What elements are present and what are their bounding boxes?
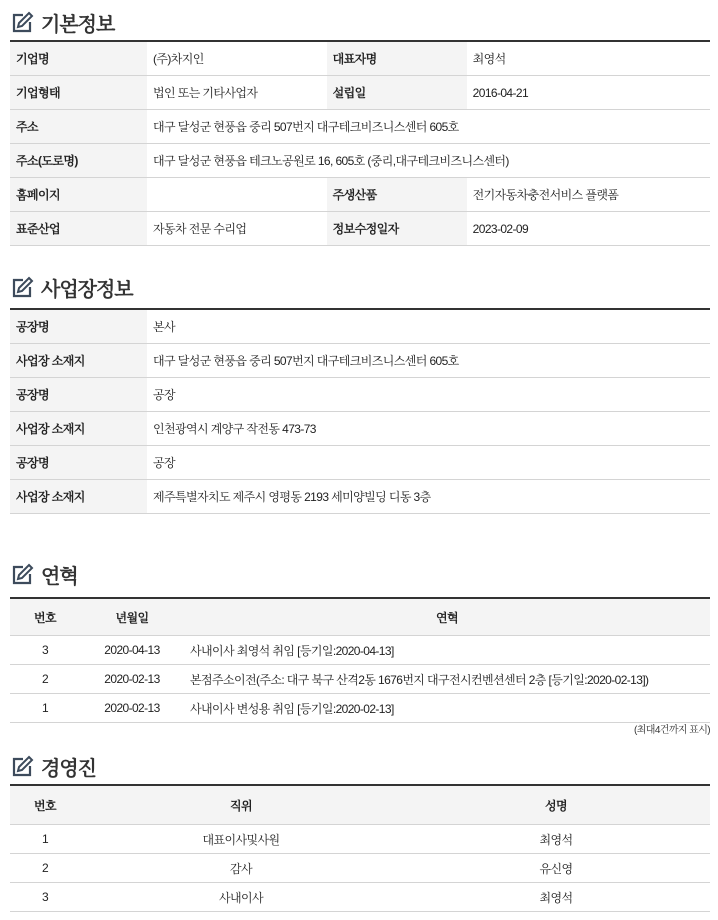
cell: 대표이사및사원 — [80, 825, 402, 854]
label: 사업장 소재지 — [10, 480, 147, 514]
history-table — [10, 597, 710, 723]
label: 사업장 소재지 — [10, 412, 147, 446]
value: 2016-04-21 — [467, 76, 710, 110]
label: 주소(도로명) — [10, 144, 147, 178]
value: 제주특별자치도 제주시 영평동 2193 세미양빌딩 디동 3층 — [147, 480, 710, 514]
cell: 1 — [10, 825, 80, 854]
section-title-text: 기본정보 — [41, 14, 115, 36]
value: 전기자동차충전서비스 플랫폼 — [467, 178, 710, 212]
table-row — [10, 76, 710, 110]
table-row — [10, 212, 710, 246]
table-row — [10, 446, 710, 480]
column-header: 직위 — [80, 785, 402, 825]
cell: 사내이사 변성용 취임 [등기일:2020-02-13] — [184, 694, 710, 723]
label: 기업형태 — [10, 76, 147, 110]
cell: 3 — [10, 636, 80, 665]
cell: 2 — [10, 665, 80, 694]
site-info-table — [10, 308, 710, 514]
table-header — [10, 598, 710, 636]
basic-info-table — [10, 40, 710, 246]
value: 인천광역시 계양구 작전동 473-73 — [147, 412, 710, 446]
edit-icon — [10, 563, 34, 587]
table-header — [10, 785, 710, 825]
label: 설립일 — [327, 76, 467, 110]
section-title-text: 경영진 — [41, 758, 96, 780]
value: 자동차 전문 수리업 — [147, 212, 327, 246]
label: 사업장 소재지 — [10, 344, 147, 378]
value: 대구 달성군 현풍읍 중리 507번지 대구테크비즈니스센터 605호 — [147, 344, 710, 378]
edit-icon — [10, 11, 34, 35]
table-row — [10, 883, 710, 912]
column-header: 번호 — [10, 785, 80, 825]
section-title-text: 사업장정보 — [41, 279, 133, 301]
label: 표준산업 — [10, 212, 147, 246]
cell: 최영석 — [402, 883, 710, 912]
edit-icon — [10, 276, 34, 300]
cell: 2020-02-13 — [80, 665, 184, 694]
column-header: 번호 — [10, 598, 80, 636]
table-row — [10, 665, 710, 694]
label: 홈페이지 — [10, 178, 147, 212]
label: 공장명 — [10, 446, 147, 480]
value: 최영석 — [467, 41, 710, 76]
table-row — [10, 854, 710, 883]
section-title-exec — [10, 752, 96, 781]
column-header: 년월일 — [80, 598, 184, 636]
exec-table — [10, 784, 710, 912]
cell: 1 — [10, 694, 80, 723]
history-note: (최대4건까지 표시) — [633, 725, 710, 736]
label: 정보수정일자 — [327, 212, 467, 246]
column-header: 성명 — [402, 785, 710, 825]
label: 기업명 — [10, 41, 147, 76]
table-row — [10, 694, 710, 723]
table-row — [10, 41, 710, 76]
cell: 2020-04-13 — [80, 636, 184, 665]
value: 대구 달성군 현풍읍 중리 507번지 대구테크비즈니스센터 605호 — [147, 110, 710, 144]
value: 본사 — [147, 309, 710, 344]
section-title-text: 연혁 — [41, 566, 78, 588]
label: 대표자명 — [327, 41, 467, 76]
cell: 2020-02-13 — [80, 694, 184, 723]
value: 공장 — [147, 446, 710, 480]
label: 공장명 — [10, 378, 147, 412]
label: 공장명 — [10, 309, 147, 344]
label: 주소 — [10, 110, 147, 144]
cell: 본점주소이전(주소: 대구 북구 산격2동 1676번지 대구전시컨벤션센터 2층 [등기일:2020-02-13]) — [184, 665, 710, 694]
section-title-basic — [10, 8, 114, 37]
table-row — [10, 144, 710, 178]
homepage-link[interactable] — [147, 178, 327, 212]
table-row — [10, 178, 710, 212]
edit-icon — [10, 755, 34, 779]
cell: 2 — [10, 854, 80, 883]
cell: 3 — [10, 883, 80, 912]
table-row — [10, 110, 710, 144]
column-header: 연혁 — [184, 598, 710, 636]
cell: 감사 — [80, 854, 402, 883]
table-row — [10, 480, 710, 514]
value: 공장 — [147, 378, 710, 412]
section-title-history — [10, 560, 78, 589]
value: (주)차지인 — [147, 41, 327, 76]
value: 법인 또는 기타사업자 — [147, 76, 327, 110]
cell: 최영석 — [402, 825, 710, 854]
value: 2023-02-09 — [467, 212, 710, 246]
label: 주생산품 — [327, 178, 467, 212]
table-row — [10, 412, 710, 446]
table-row — [10, 378, 710, 412]
section-title-site — [10, 273, 133, 302]
value: 대구 달성군 현풍읍 테크노공원로 16, 605호 (중리,대구테크비즈니스센터) — [147, 144, 710, 178]
cell: 사내이사 — [80, 883, 402, 912]
table-row — [10, 309, 710, 344]
cell: 유신영 — [402, 854, 710, 883]
cell: 사내이사 최영석 취임 [등기일:2020-04-13] — [184, 636, 710, 665]
table-row — [10, 344, 710, 378]
table-row — [10, 636, 710, 665]
table-row — [10, 825, 710, 854]
